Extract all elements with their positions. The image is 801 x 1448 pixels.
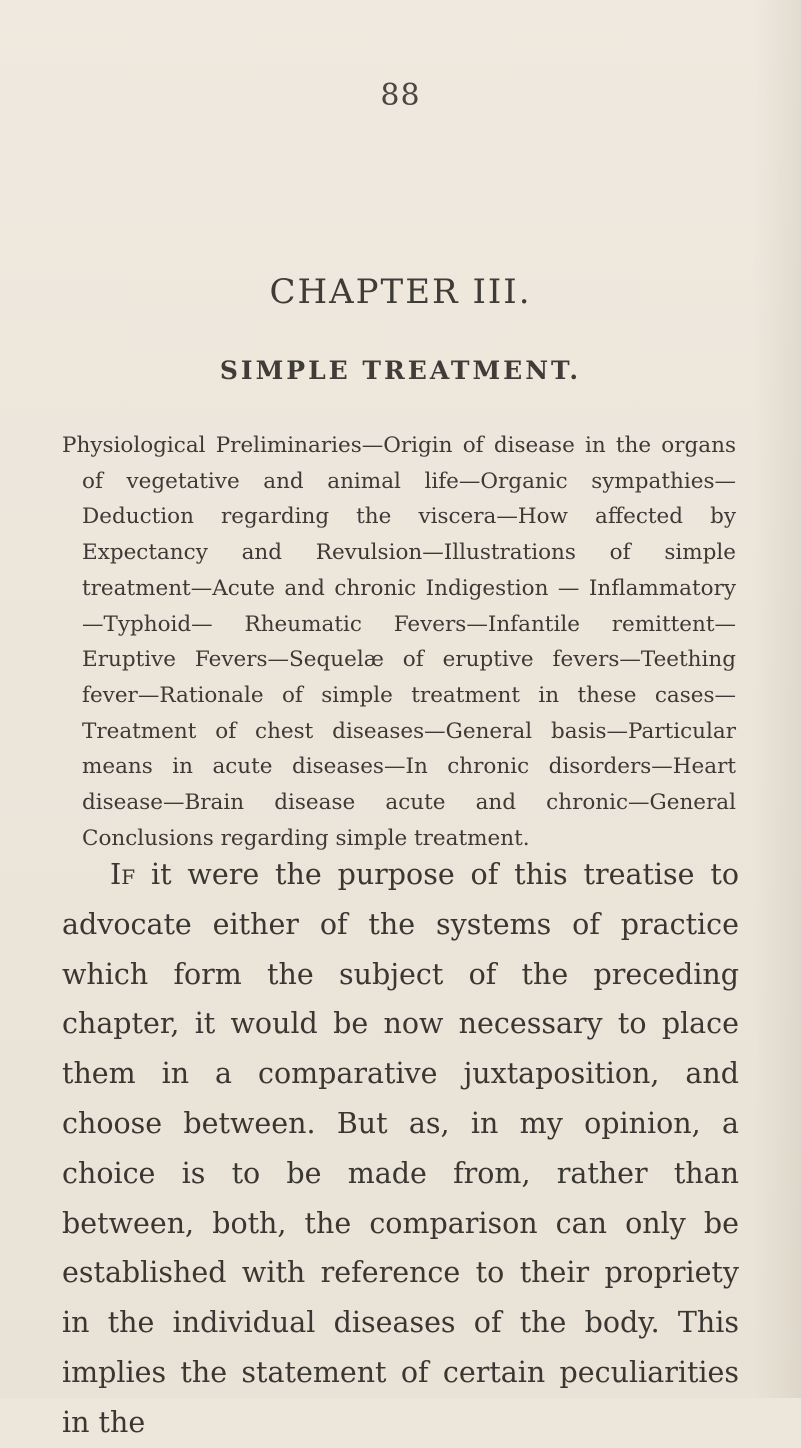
chapter-heading: CHAPTER III. [269,272,532,312]
chapter-synopsis: Physiological Preliminaries—Origin of disease in the organs of vegetative and animal life—Organic sympathies—Deduction regarding the viscera—How affected by Expectancy and Revulsion—Illustrations of simple treatment—Acute and chronic Indigestion — Inflammatory—Typhoid— Rheumatic Fevers—Infantile remittent—Eruptive Fevers—Sequelæ of eruptive fevers—Teething fever—Rationale of simple treatment in these cases—Treatment of chest diseases—General basis—Particular means in acute diseases—In chronic disorders—Heart disease—Brain disease acute and chronic—General Conclusions regarding simple treatment. [62,433,736,851]
page-number: 88 [380,78,421,113]
body-paragraph-text: it were the purpose of this treatise to advocate either of the systems of practice which form the subject of the preceding chapter, it would be now necessary to place them in a comparative juxtaposition, and choose between. But as, in my opinion, a choice is to be made from, rather than between, both, the comparison can only be established with reference to their propriety in the individual diseases of the body. This implies the statement of certain peculiarities in the [62,858,739,1439]
chapter-title: SIMPLE TREATMENT. [219,356,582,385]
opening-word: If [110,858,136,891]
body-paragraph [62,850,739,1448]
